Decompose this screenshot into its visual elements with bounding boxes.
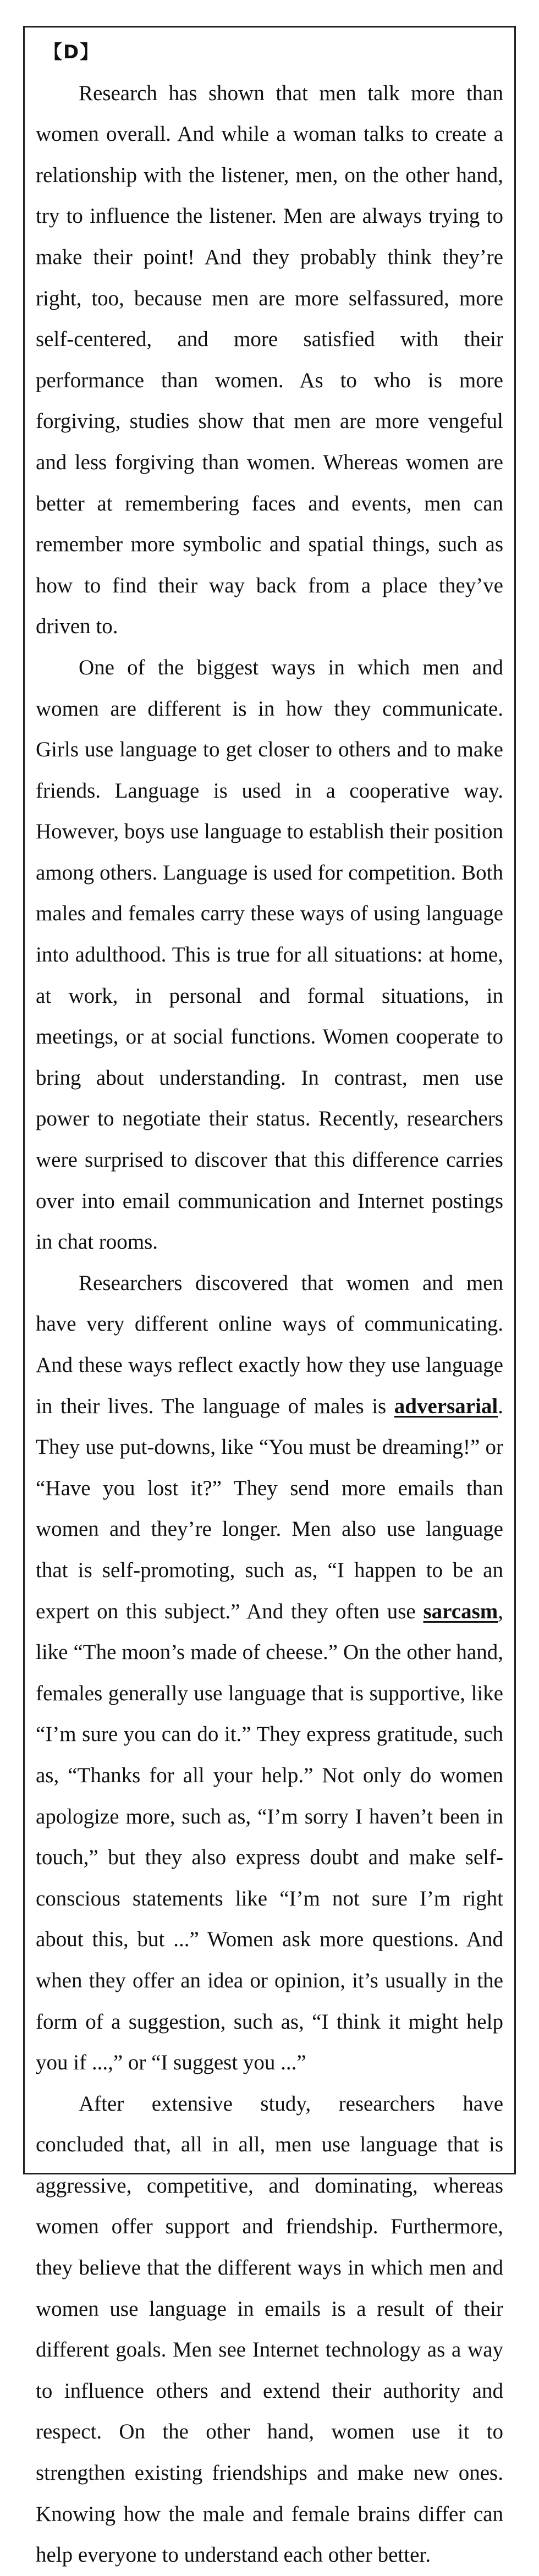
paragraph-3 — [36, 1263, 503, 2084]
paragraph-text: One of the biggest ways in which men and women are different is in how they communicate. Girls use language to get closer to others and to make friends. Language is used in a cooperative way. However, boys use language to establish their position among others. Language is used for competition. Both males and females carry these ways of using language into adulthood. This is true for all situations: at home, at work, in personal and formal situations, in meetings, or at social functions. Women cooperate to bring about understanding. In contrast, men use power to negotiate their status. Recently, researchers were surprised to discover that this difference carries over into email communication and Internet postings in chat rooms. — [36, 655, 503, 1254]
paragraph-2 — [36, 647, 503, 1263]
paragraph-text: , like “The moon’s made of cheese.” On the other hand, females generally use language that is supportive, like “I’m sure you can do it.” They express gratitude, such as, “Thanks for all your help.” Not only do women apologize more, such as, “I’m sorry I haven’t been in touch,” but they also express doubt and make self-conscious statements like “I’m not sure I’m right about this, but ...” Women ask more questions. And when they offer an idea or opinion, it’s usually in the form of a suggestion, such as, “I think it might help you if ...,” or “I suggest you ...” — [36, 1599, 503, 2075]
passage-body — [36, 73, 503, 2576]
paragraph-1 — [36, 73, 503, 647]
vocabulary-word: sarcasm — [423, 1599, 498, 1623]
paragraph-text: Research has shown that men talk more than women overall. And while a woman talks to create a relationship with the listener, men, on the other hand, try to influence the listener. Men are always trying to make their point! And they probably think they’re right, too, because men are more selfassured, more self-centered, and more satisfied with their performance than women. As to who is more forgiving, studies show that men are more vengeful and less forgiving than women. Whereas women are better at remembering faces and events, men can remember more symbolic and spatial things, such as how to find their way back from a place they’ve driven to. — [36, 81, 503, 639]
section-label: 【D】 — [43, 41, 100, 63]
paragraph-text: After extensive study, researchers have concluded that, all in all, men use language that is aggressive, competitive, and dominating, whereas women offer support and friendship. Furthermore, they believe that the different ways in which men and women use language in emails is a result of their different goals. Men see Internet technology as a way to influence others and extend their authority and respect. On the other hand, women use it to strengthen existing friendships and make new ones. Knowing how the male and female brains differ can help everyone to understand each other better. — [36, 2091, 503, 2567]
paragraph-text: Researchers discovered that women and men have very different online ways of communicating. And these ways reflect exactly how they use language in their lives. The language of males is — [36, 1271, 503, 1418]
paragraph-text: . They use put-downs, like “You must be dreaming!” or “Have you lost it?” They send more emails than women and they’re longer. Men also use language that is self-promoting, such as, “I happen to be an expert on this subject.” And they often use — [36, 1394, 503, 1623]
paragraph-4 — [36, 2084, 503, 2576]
passage-box — [23, 26, 516, 2567]
vocabulary-word: adversarial — [394, 1394, 498, 1418]
